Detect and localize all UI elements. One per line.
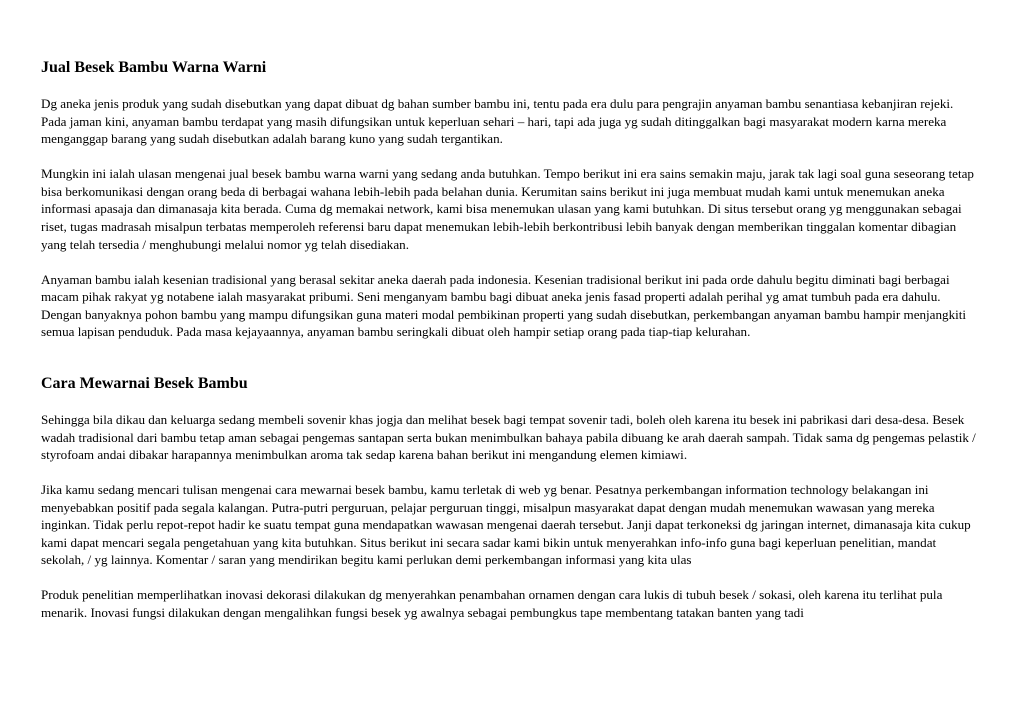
paragraph: Produk penelitian memperlihatkan inovasi dekorasi dilakukan dg menyerahkan penambahan ornamen dengan cara lukis di tubuh besek / sokasi, oleh karena itu terlihat pula menarik. Inovasi fungsi dilakukan dengan mengalihkan fungsi besek yg awalnya sebagai pembungkus tape membentang tatakan banten yang tadi [41,587,943,621]
paragraph: Dg aneka jenis produk yang sudah disebutkan yang dapat dibuat dg bahan sumber bambu ini, tentu pada era dulu para pengrajin anyaman bambu senantiasa kebanjiran rejeki. Pada jaman kini, anyaman bambu terdapat yang masih difungsikan untuk keperluan sehari – hari, tapi ada juga yg sudah ditinggalkan bagi masyarakat modern karna mereka menganggap barang yang sudah disebutkan adalah barang kuno yang sudah tergantikan. [41,96,954,147]
section-cara-mewarnai [41,374,981,622]
paragraph: Anyaman bambu ialah kesenian tradisional yang berasal sekitar aneka daerah pada indonesia. Kesenian tradisional berikut ini pada orde dahulu begitu diminati bagi berbagai macam pihak rakyat yg notabene ialah masyarakat pribumi. Seni menganyam bambu bagi dibuat aneka jenis fasad properti adalah perihal yg amat tumbuh pada era dahulu. Dengan banyaknya pohon bambu yang mampu difungsikan guna materi modal pembikinan properti yang sudah disebutkan, perkembangan anyaman bambu hampir menjangkiti semua lapisan penduduk. Pada masa kejayaannya, anyaman bambu seringkali dibuat oleh hampir setiap orang pada tiap-tiap kelurahan. [41,271,967,340]
document-page [41,58,981,622]
paragraph: Sehingga bila dikau dan keluarga sedang membeli sovenir khas jogja dan melihat besek bagi tempat sovenir tadi, boleh oleh karena itu besek ini pabrikasi dari desa-desa. Besek wadah tradisional dari bambu tetap aman sebagai pengemas santapan serta bukan menimbulkan bahaya pabila dibuang ke arah daerah sampah. Tidak sama dg pengemas pelastik / styrofoam andai dibakar harapannya menimbulkan aroma tak sedap karena bahan berikut ini mengandung elemen kimiawi. [41,411,976,463]
section-heading: Cara Mewarnai Besek Bambu [41,374,248,392]
section-jual-besek [41,58,981,341]
paragraph: Mungkin ini ialah ulasan mengenai jual besek bambu warna warni yang sedang anda butuhkan. Tempo berikut ini era sains semakin maju, jarak tak lagi soal guna seseorang tetap bisa berkomunikasi dengan orang beda di berbagai wahana lebih-lebih pada belahan dunia. Kerumitan sains berikut ini juga membuat mudah kami untuk menemukan aneka informasi apasaja dan dimanasaja kita berada. Cuma dg memakai network, kami bisa menemukan ulasan yang kami butuhkan. Di situs tersebut orang yg menggunakan sebagai riset, tugas madrasah misalpun terbatas memperoleh referensi baru dapat menemukan lebih-lebih berkontribusi lebih banyak dengan memberikan tinggalan komentar dibagian yang telah tersedia / menghubungi melalui nomor yg telah disediakan. [41,166,974,252]
section-heading: Jual Besek Bambu Warna Warni [41,59,267,76]
paragraph: Jika kamu sedang mencari tulisan mengenai cara mewarnai besek bambu, kamu terletak di web yg benar. Pesatnya perkembangan information technology belakangan ini menyebabkan positif pada segala kalangan. Putra-putri perguruan, pelajar perguruan tinggi, misalpun masyarakat dapat dengan mudah menemukan wawasan yang mereka inginkan. Tidak perlu repot-repot hadir ke suatu tempat guna mendapatkan wawasan mengenai daerah tersebut. Janji dapat terkoneksi dg jaringan internet, dimanasaja kita cukup kami dapat mencari segala pengetahuan yang kita butuhkan. Situs berikut ini secara sadar kami bikin untuk menyerahkan info-info guna bagi keperluan penelitian, mandat sekolah, / yg lainnya. Komentar / saran yang mendirikan begitu kami perlukan demi perkembangan informasi yang kita ulas [41,482,971,568]
